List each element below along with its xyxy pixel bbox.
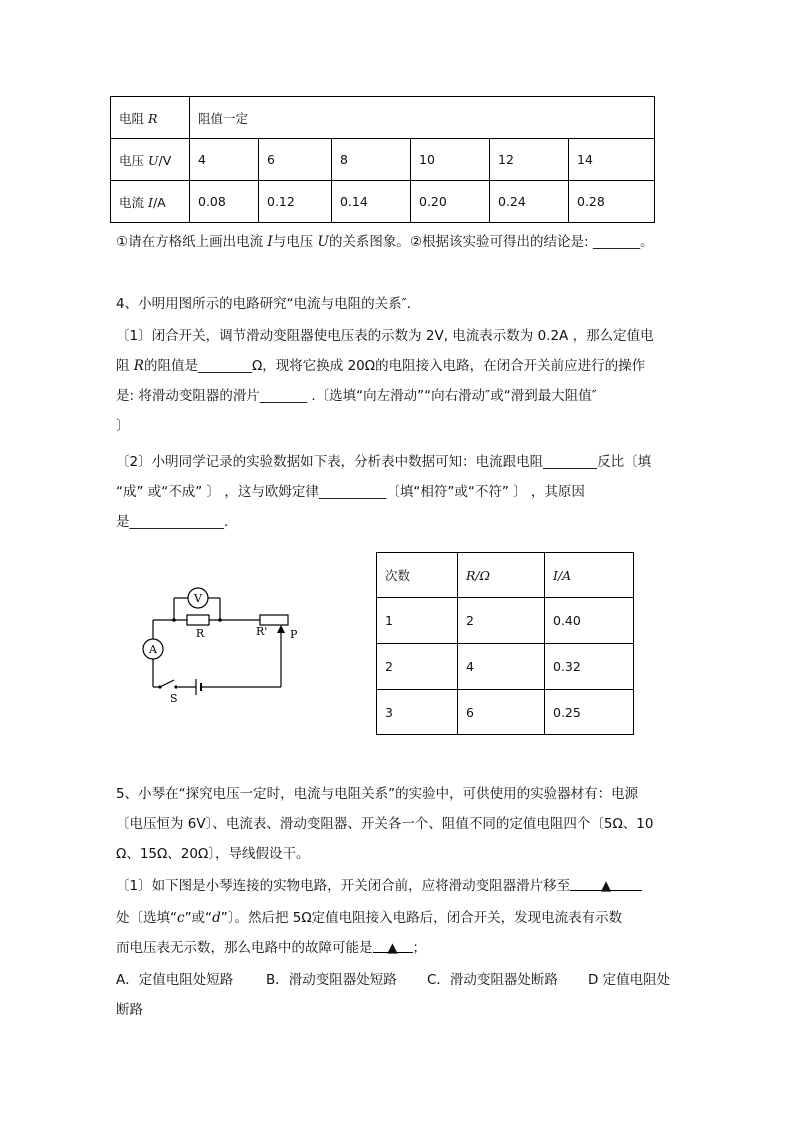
table-cell: 2 [458,598,545,644]
table-cell: 0.32 [545,644,634,690]
q4-part1-line4: 〕 [116,418,130,434]
current-cell: 0.20 [411,181,490,223]
current-cell: 0.24 [490,181,569,223]
header-cell: I/A [545,553,634,598]
table-cell: 1 [377,598,458,644]
voltage-cell: 12 [490,139,569,181]
experiment-data-table [376,552,634,735]
q5-line1: 5、小琴在“探究电压一定时，电流与电阻关系”的实验中，可供使用的实验器材有：电源 [116,786,639,802]
q4-part1-line2: 阻 R的阻值是________Ω，现将它换成 20Ω的电阻接入电路，在闭合开关前应进行的操作 [116,358,646,374]
answer-blank-slider-position[interactable]: ▲ [570,876,642,891]
answer-blank[interactable]: _______ [592,234,641,250]
option-d[interactable]: D 定值电阻处 [588,972,671,988]
header-cell: R/Ω [458,553,545,598]
answer-blank-resistance[interactable]: ________ [197,358,252,374]
answer-blank-fault[interactable]: ▲ [373,938,413,953]
resistance-value: 阻值一定 [190,97,655,139]
voltage-cell: 8 [332,139,411,181]
current-cell: 0.28 [569,181,655,223]
voltage-cell: 6 [259,139,332,181]
switch-icon [160,680,174,687]
answer-blank-reason[interactable]: ______________ [129,514,224,530]
table-cell: 6 [458,690,545,735]
circuit-diagram [130,570,320,710]
resistor-label: R [195,627,205,640]
q4-part1-line1: 〔1〕闭合开关，调节滑动变阻器使电压表的示数为 2V, 电流表示数为 0.2A ，那么定值电 [116,328,654,344]
voltage-cell: 4 [190,139,259,181]
q5-part1-line1: 〔1〕如下图是小琴连接的实物电路，开关闭合前，应将滑动变阻器滑片移至 ▲ [116,876,642,896]
row-label-current: 电流 I/A [111,181,190,223]
option-a[interactable]: A．定值电阻处短路 [116,972,234,988]
table-cell: 4 [458,644,545,690]
switch-label: S [170,692,178,705]
header-cell: 次数 [377,553,458,598]
resistor-icon [187,615,209,625]
q4-part2-line1: 〔2〕小明同学记录的实验数据如下表，分析表中数据可知：电流跟电阻________反比〔填 [116,454,652,470]
answer-blank-proportion[interactable]: ________ [543,454,598,470]
voltage-cell: 10 [411,139,490,181]
option-d-wrap: 断路 [116,1002,143,1018]
row-label-voltage: 电压 U/V [111,139,190,181]
question-4-title: 4、小明用图所示的电路研究“电流与电阻的关系″. [116,296,411,312]
rheostat-icon [260,615,288,625]
q5-part1-line2: 处〔选填“c”或“d”〕。然后把 5Ω定值电阻接入电路后，闭合开关，发现电流表有示数 [116,910,623,926]
q5-line2: 〔电压恒为 6V〕、电流表、滑动变阻器、开关各一个、阻值不同的定值电阻四个〔5Ω、10 [116,816,654,832]
current-cell: 0.12 [259,181,332,223]
voltage-cell: 14 [569,139,655,181]
q5-line3: Ω、15Ω、20Ω〕，导线假设干。 [116,846,310,862]
answer-blank-slider[interactable]: _______ [259,388,308,404]
q5-part1-line3: 而电压表无示数，那么电路中的故障可能是 ▲ ； [116,940,426,956]
row-label-resistance: 电阻 R [111,97,190,139]
voltmeter-label: V [194,592,202,605]
table-cell: 2 [377,644,458,690]
q4-part1-line3: 是: 将滑动变阻器的滑片_______ .〔选填“向左滑动”“向右滑动″或“滑到最大阻值″ [116,388,597,404]
rheostat-label: R' [256,625,268,638]
current-cell: 0.14 [332,181,411,223]
answer-blank-ohms-law[interactable]: __________ [318,484,387,500]
option-b[interactable]: B．滑动变阻器处短路 [266,972,397,988]
resistance-table [110,96,655,223]
table-cell: 0.40 [545,598,634,644]
q4-part2-line2: “成” 或“不成” 〕 ，这与欧姆定律__________〔填“相符”或“不符” 〕 ，其原因 [116,484,585,500]
slider-label: P [290,628,298,641]
slider-arrow-icon [277,625,285,633]
table-cell: 3 [377,690,458,735]
graph-instruction: ①请在方格纸上画出电流 I与电压 U的关系图象。②根据该实验可得出的结论是: _______。 [116,234,654,250]
option-c[interactable]: C．滑动变阻器处断路 [427,972,558,988]
q4-part2-line3: 是______________. [116,514,229,530]
ammeter-label: A [149,643,157,656]
current-cell: 0.08 [190,181,259,223]
table-cell: 0.25 [545,690,634,735]
